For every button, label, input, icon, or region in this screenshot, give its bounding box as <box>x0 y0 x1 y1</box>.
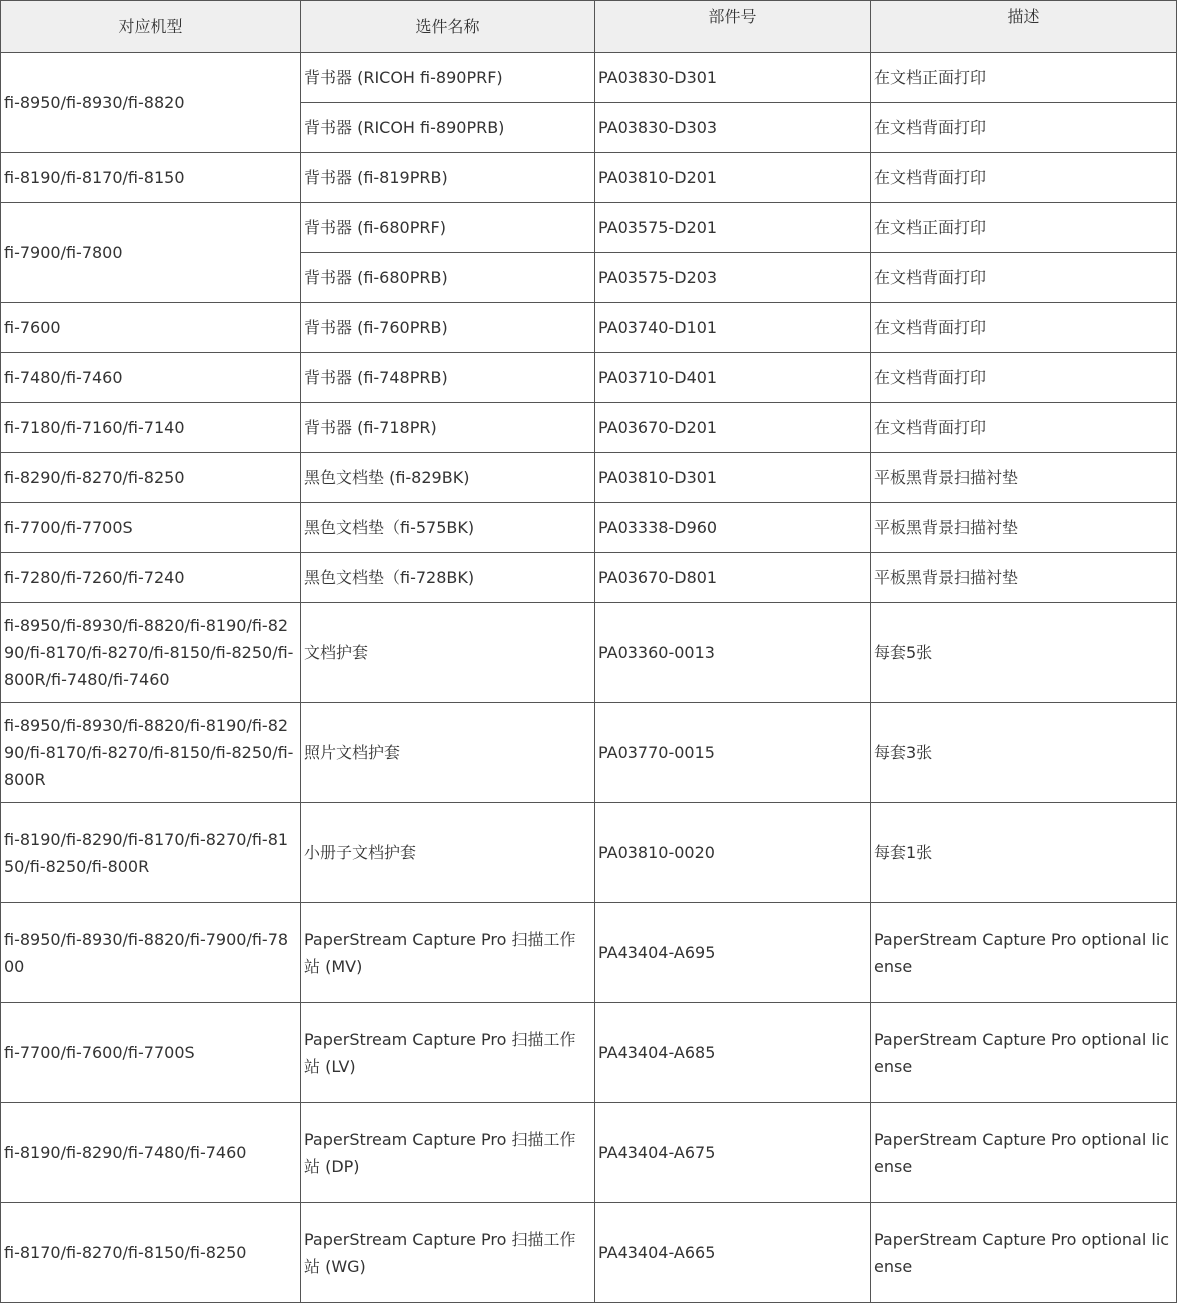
table-row <box>1 903 1177 1003</box>
cell-description: PaperStream Capture Pro optional license <box>871 1203 1177 1303</box>
cell-model: fi-8190/fi-8290/fi-8170/fi-8270/fi-8150/fi-8250/fi-800R <box>1 803 301 903</box>
cell-model: fi-8950/fi-8930/fi-8820/fi-8190/fi-8290/fi-8170/fi-8270/fi-8150/fi-8250/fi-800R <box>1 703 301 803</box>
cell-part-number: PA03670-D201 <box>595 403 871 453</box>
cell-model: fi-8190/fi-8170/fi-8150 <box>1 153 301 203</box>
cell-part-number: PA43404-A665 <box>595 1203 871 1303</box>
table-row <box>1 53 1177 103</box>
table-header-row <box>1 1 1177 53</box>
cell-option-name: PaperStream Capture Pro 扫描工作站 (DP) <box>301 1103 595 1203</box>
cell-part-number: PA03830-D303 <box>595 103 871 153</box>
cell-description: 在文档背面打印 <box>871 353 1177 403</box>
cell-description: 在文档背面打印 <box>871 403 1177 453</box>
cell-part-number: PA03740-D101 <box>595 303 871 353</box>
cell-option-name: PaperStream Capture Pro 扫描工作站 (LV) <box>301 1003 595 1103</box>
cell-option-name: PaperStream Capture Pro 扫描工作站 (MV) <box>301 903 595 1003</box>
table-row <box>1 1203 1177 1303</box>
cell-model: fi-7700/fi-7700S <box>1 503 301 553</box>
cell-part-number: PA03810-D301 <box>595 453 871 503</box>
table-row <box>1 1003 1177 1103</box>
cell-part-number: PA43404-A695 <box>595 903 871 1003</box>
cell-description: PaperStream Capture Pro optional license <box>871 1003 1177 1103</box>
cell-option-name: 背书器 (fi-680PRF) <box>301 203 595 253</box>
table-row <box>1 803 1177 903</box>
cell-part-number: PA03810-0020 <box>595 803 871 903</box>
cell-model: fi-7480/fi-7460 <box>1 353 301 403</box>
table-row <box>1 503 1177 553</box>
cell-model: fi-8950/fi-8930/fi-8820/fi-8190/fi-8290/fi-8170/fi-8270/fi-8150/fi-8250/fi-800R/fi-7480/fi-7460 <box>1 603 301 703</box>
cell-model: fi-7700/fi-7600/fi-7700S <box>1 1003 301 1103</box>
cell-option-name: 小册子文档护套 <box>301 803 595 903</box>
cell-option-name: 背书器 (fi-760PRB) <box>301 303 595 353</box>
cell-part-number: PA03575-D203 <box>595 253 871 303</box>
cell-option-name: 背书器 (fi-718PR) <box>301 403 595 453</box>
cell-model: fi-7600 <box>1 303 301 353</box>
cell-model: fi-7900/fi-7800 <box>1 203 301 303</box>
cell-description: PaperStream Capture Pro optional license <box>871 1103 1177 1203</box>
table-row <box>1 153 1177 203</box>
table-row <box>1 453 1177 503</box>
cell-description: 在文档背面打印 <box>871 103 1177 153</box>
table-row <box>1 403 1177 453</box>
cell-option-name: 黑色文档垫（fi-728BK) <box>301 553 595 603</box>
cell-model: fi-7280/fi-7260/fi-7240 <box>1 553 301 603</box>
cell-option-name: 背书器 (fi-680PRB) <box>301 253 595 303</box>
table-row <box>1 1103 1177 1203</box>
cell-part-number: PA03575-D201 <box>595 203 871 253</box>
cell-part-number: PA03770-0015 <box>595 703 871 803</box>
header-part-number: 部件号 <box>595 1 871 53</box>
cell-part-number: PA03830-D301 <box>595 53 871 103</box>
cell-description: 平板黑背景扫描衬垫 <box>871 503 1177 553</box>
header-model: 对应机型 <box>1 1 301 53</box>
cell-option-name: 背书器 (fi-819PRB) <box>301 153 595 203</box>
cell-part-number: PA03670-D801 <box>595 553 871 603</box>
header-description: 描述 <box>871 1 1177 53</box>
cell-part-number: PA03338-D960 <box>595 503 871 553</box>
cell-option-name: 背书器 (RICOH fi-890PRF) <box>301 53 595 103</box>
table-row <box>1 303 1177 353</box>
table-row <box>1 703 1177 803</box>
cell-description: 在文档背面打印 <box>871 303 1177 353</box>
cell-model: fi-8950/fi-8930/fi-8820 <box>1 53 301 153</box>
cell-description: 平板黑背景扫描衬垫 <box>871 453 1177 503</box>
cell-part-number: PA03360-0013 <box>595 603 871 703</box>
cell-description: 每套1张 <box>871 803 1177 903</box>
cell-option-name: 背书器 (RICOH fi-890PRB) <box>301 103 595 153</box>
table-row <box>1 553 1177 603</box>
table-row <box>1 603 1177 703</box>
cell-description: PaperStream Capture Pro optional license <box>871 903 1177 1003</box>
table-row <box>1 203 1177 253</box>
cell-option-name: 黑色文档垫（fi-575BK) <box>301 503 595 553</box>
cell-description: 在文档背面打印 <box>871 253 1177 303</box>
cell-description: 每套3张 <box>871 703 1177 803</box>
cell-model: fi-8290/fi-8270/fi-8250 <box>1 453 301 503</box>
cell-description: 在文档正面打印 <box>871 203 1177 253</box>
cell-option-name: 照片文档护套 <box>301 703 595 803</box>
cell-model: fi-8170/fi-8270/fi-8150/fi-8250 <box>1 1203 301 1303</box>
cell-option-name: 文档护套 <box>301 603 595 703</box>
cell-part-number: PA43404-A685 <box>595 1003 871 1103</box>
cell-part-number: PA03710-D401 <box>595 353 871 403</box>
cell-model: fi-8950/fi-8930/fi-8820/fi-7900/fi-7800 <box>1 903 301 1003</box>
cell-description: 在文档背面打印 <box>871 153 1177 203</box>
cell-model: fi-7180/fi-7160/fi-7140 <box>1 403 301 453</box>
cell-description: 平板黑背景扫描衬垫 <box>871 553 1177 603</box>
cell-description: 每套5张 <box>871 603 1177 703</box>
cell-part-number: PA43404-A675 <box>595 1103 871 1203</box>
table-row <box>1 353 1177 403</box>
cell-model: fi-8190/fi-8290/fi-7480/fi-7460 <box>1 1103 301 1203</box>
header-option-name: 选件名称 <box>301 1 595 53</box>
cell-part-number: PA03810-D201 <box>595 153 871 203</box>
cell-description: 在文档正面打印 <box>871 53 1177 103</box>
cell-option-name: 黑色文档垫 (fi-829BK) <box>301 453 595 503</box>
cell-option-name: PaperStream Capture Pro 扫描工作站 (WG) <box>301 1203 595 1303</box>
cell-option-name: 背书器 (fi-748PRB) <box>301 353 595 403</box>
